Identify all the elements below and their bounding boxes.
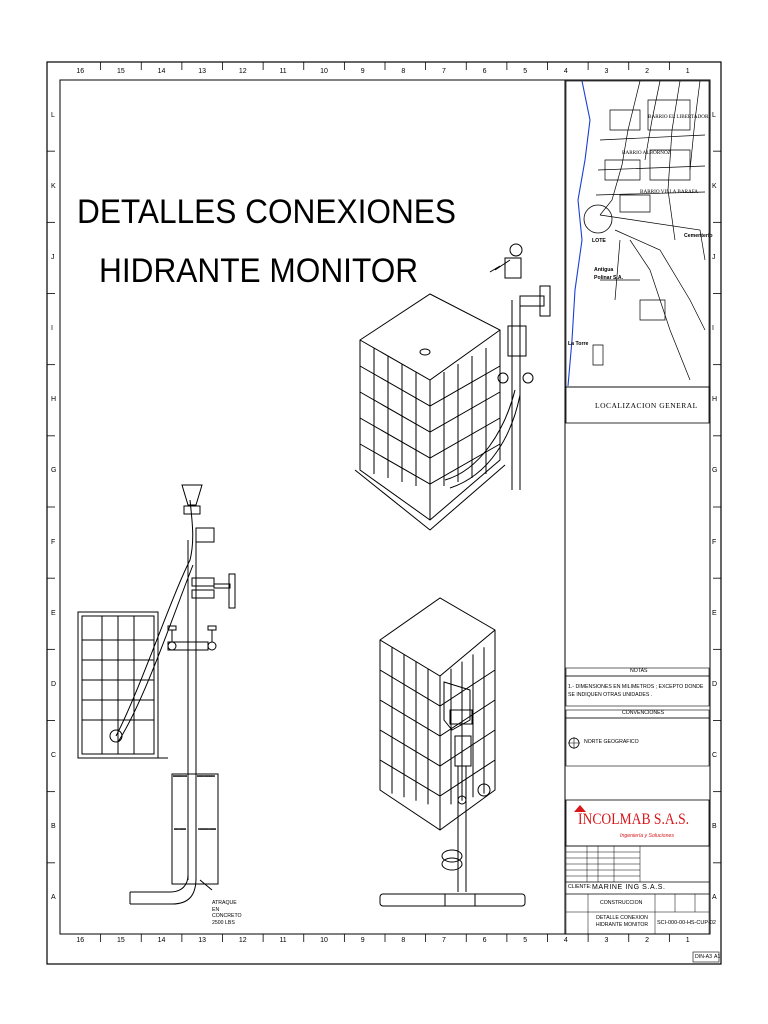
column-label: 2 <box>645 937 649 944</box>
column-label: 6 <box>482 937 487 944</box>
location-section-title: LOCALIZACION GENERAL <box>595 401 698 410</box>
isometric-detail-bottom <box>380 598 525 906</box>
column-label: 7 <box>441 68 446 75</box>
column-label: 11 <box>279 68 287 75</box>
notes-header: NOTAS <box>630 668 648 674</box>
column-label: 5 <box>523 68 528 75</box>
row-label: H <box>51 396 57 404</box>
column-label: 16 <box>76 937 85 944</box>
row-label: K <box>712 182 717 190</box>
column-label: 7 <box>441 937 446 944</box>
row-label: L <box>712 111 716 119</box>
column-label: 3 <box>604 937 609 944</box>
row-label: F <box>712 538 717 546</box>
row-label: D <box>51 680 57 688</box>
map-label-albornoz: BARRIO ALBORNOZ <box>622 150 671 156</box>
map-label-cementerio: Cementerio <box>684 233 713 239</box>
row-label: C <box>712 752 718 760</box>
column-label: 1 <box>685 68 690 75</box>
column-label: 2 <box>645 68 649 75</box>
company-tagline: Ingeniería y Soluciones <box>620 833 674 839</box>
column-label: 14 <box>157 68 166 75</box>
row-label: G <box>712 467 718 475</box>
column-label: 12 <box>238 937 247 944</box>
row-label: G <box>51 467 57 475</box>
client-label: CLIENTE: <box>568 884 592 890</box>
column-label: 5 <box>523 937 528 944</box>
sheet-size: A1 <box>714 954 721 960</box>
column-label: 9 <box>360 68 365 75</box>
row-label: H <box>712 396 718 404</box>
map-label-villa-barafa: BARRIO VILLA BARAFA <box>640 189 699 195</box>
row-label: K <box>51 182 56 190</box>
map-label-libertador: BARRIO EL LIBERTADOR <box>648 114 709 120</box>
column-label: 10 <box>320 68 328 75</box>
row-label: B <box>712 823 717 831</box>
row-label: D <box>712 680 718 688</box>
row-label: L <box>51 111 55 119</box>
drawing-title-line1: DETALLES CONEXIONES <box>77 193 456 231</box>
column-label: 13 <box>198 937 206 944</box>
column-label: 15 <box>116 937 125 944</box>
row-label: B <box>51 823 56 831</box>
column-label: 11 <box>279 937 287 944</box>
drawing-number: SCI-000-00-HS-CUP-02 <box>657 920 716 926</box>
anchor-annotation: ATRAQUE EN CONCRETO 2500 LBS <box>212 900 242 926</box>
sheet-tag: DIN-A3 <box>695 954 713 960</box>
row-label: E <box>51 609 56 617</box>
column-label: 15 <box>116 68 125 75</box>
column-label: 1 <box>685 937 690 944</box>
conventions-header: CONVENCIONES <box>622 710 665 716</box>
map-label-la-torre: La Torre <box>568 341 589 347</box>
row-label: J <box>51 253 55 261</box>
north-label: NORTE GEOGRAFICO <box>584 739 639 745</box>
column-label: 12 <box>238 68 247 75</box>
elevation-drawing <box>78 485 235 904</box>
row-label: A <box>712 894 717 902</box>
notes-item-1: 1.- DIMENSIONES EN MILIMETROS ; EXCEPTO DONDE SE INDIQUEN OTRAS UNIDADES . <box>568 684 704 698</box>
column-label: 4 <box>563 68 568 75</box>
column-label: 3 <box>604 68 609 75</box>
column-label: 14 <box>157 937 166 944</box>
row-label: I <box>712 325 714 333</box>
map-label-polinar: Antigua Polinar S.A. <box>594 267 624 282</box>
company-name: INCOLMAB S.A.S. <box>578 811 690 828</box>
column-label: 9 <box>360 937 365 944</box>
row-label: I <box>51 325 53 333</box>
row-label: F <box>51 538 56 546</box>
project-label: CONSTRUCCION <box>600 900 643 906</box>
column-label: 6 <box>482 68 487 75</box>
column-label: 4 <box>563 937 568 944</box>
row-label: A <box>51 894 56 902</box>
map-label-lote: LOTE <box>592 238 606 244</box>
column-label: 13 <box>198 68 206 75</box>
column-label: 10 <box>320 937 328 944</box>
column-label: 16 <box>76 68 85 75</box>
concrete-hatch <box>173 775 216 830</box>
row-label: E <box>712 609 717 617</box>
row-label: J <box>712 253 716 261</box>
column-label: 8 <box>401 937 406 944</box>
drawing-description: DETALLE CONEXION HIDRANTE MONITOR <box>595 915 649 929</box>
client-name: MARINE ING S.A.S. <box>592 884 666 891</box>
column-label: 8 <box>401 68 406 75</box>
row-label: C <box>51 752 57 760</box>
drawing-title-line2: HIDRANTE MONITOR <box>99 252 419 290</box>
